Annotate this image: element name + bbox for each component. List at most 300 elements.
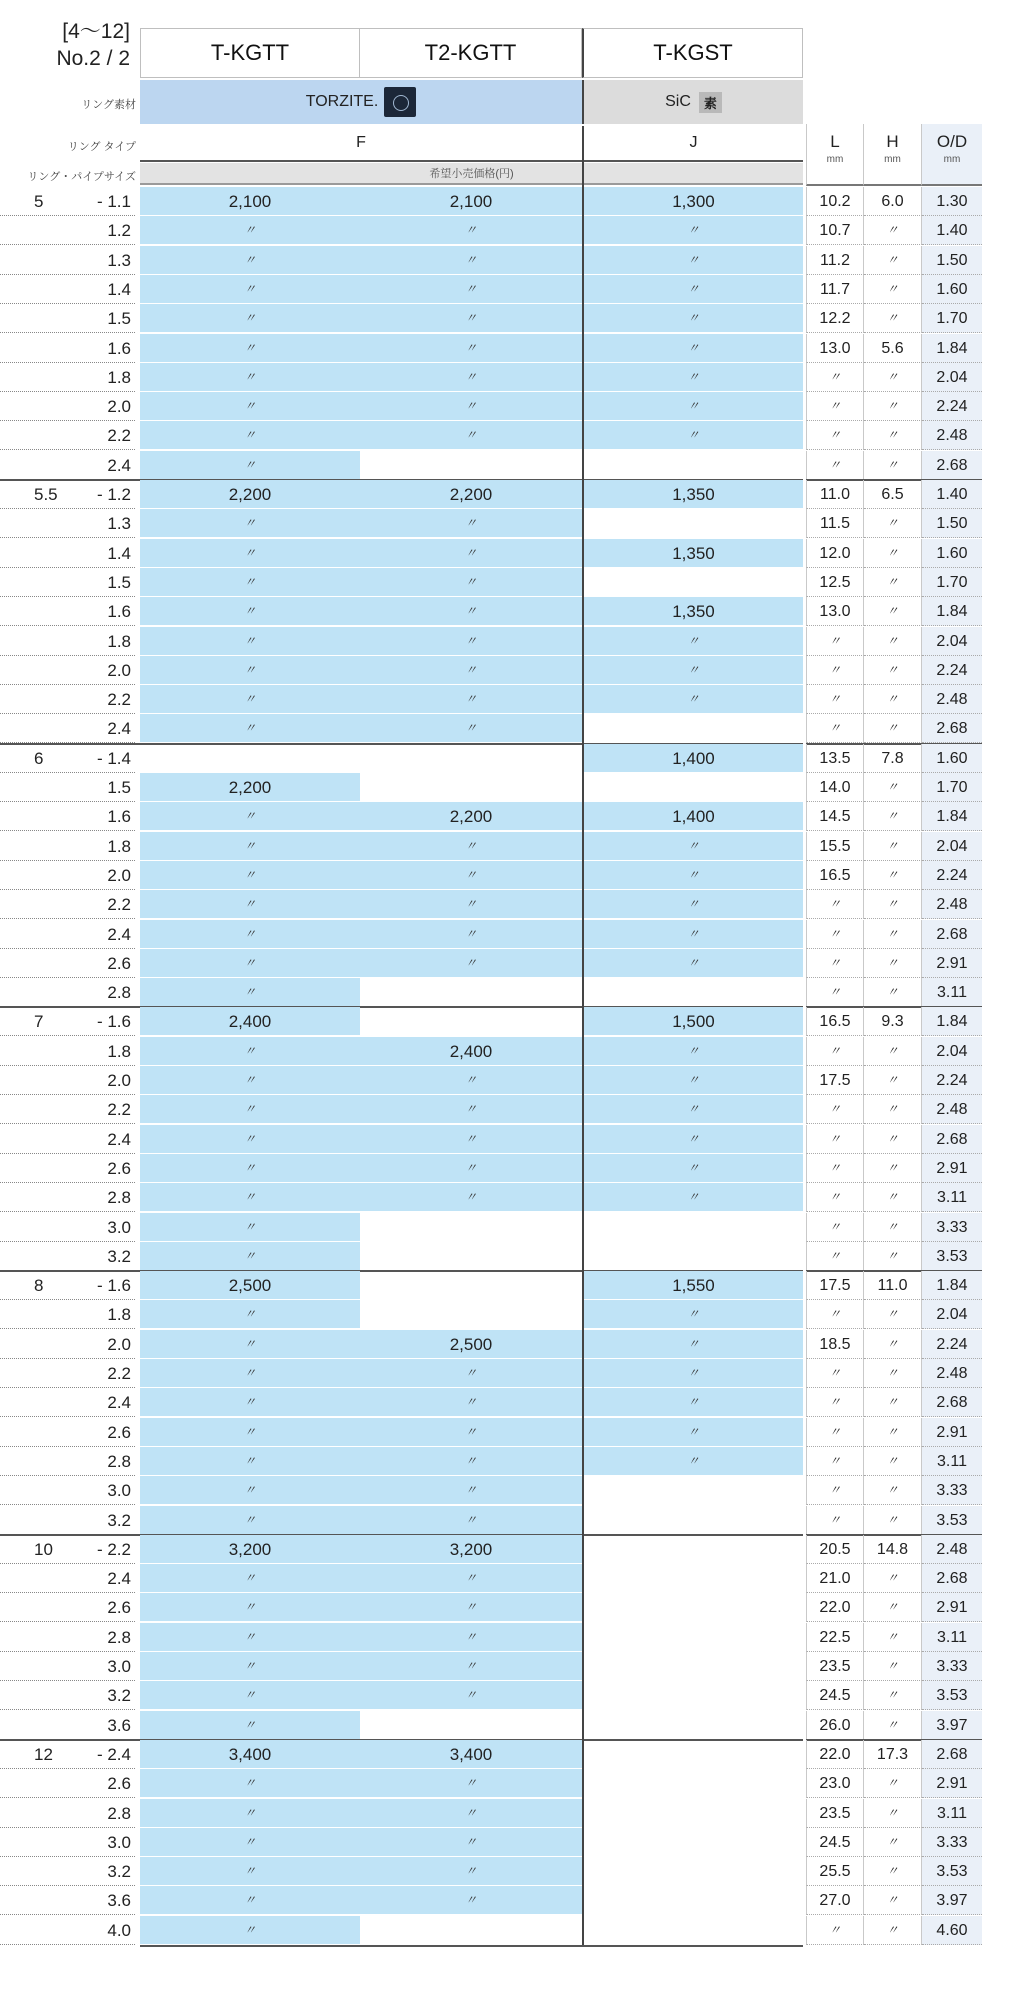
- price-cell-b: 〃: [360, 1564, 582, 1593]
- dim-cell-l: 14.5: [806, 802, 864, 831]
- price-cell-b: 〃: [360, 334, 582, 363]
- torzite-logo-icon: [384, 87, 416, 117]
- price-cell-c: [584, 1535, 803, 1564]
- dim-cell-od: 2.04: [922, 832, 982, 861]
- dim-cell-od: 2.24: [922, 1330, 982, 1359]
- size-label: [0, 1886, 135, 1915]
- price-cell-b: 〃: [360, 685, 582, 714]
- price-cell-a: 〃: [140, 1242, 360, 1271]
- price-cell-c: 1,350: [584, 597, 803, 626]
- price-cell-b: 〃: [360, 949, 582, 978]
- dim-cell-h: 〃: [864, 1916, 922, 1945]
- dim-cell-l: 〃: [806, 1506, 864, 1535]
- price-cell-b: 2,500: [360, 1330, 582, 1359]
- size-label: [0, 1799, 135, 1828]
- size-minor: 1.5: [107, 778, 131, 797]
- price-cell-c: 1,550: [584, 1271, 803, 1300]
- price-cell-a: 〃: [140, 1916, 360, 1945]
- price-cell-a: 〃: [140, 597, 360, 626]
- dim-cell-h: 〃: [864, 627, 922, 656]
- dim-cell-l: 〃: [806, 392, 864, 421]
- price-cell-b: [360, 978, 582, 1007]
- dim-cell-l: 25.5: [806, 1857, 864, 1886]
- size-minor: 3.0: [107, 1832, 131, 1852]
- label-material: リング素材: [81, 99, 136, 111]
- label-type: リング タイプ: [67, 141, 136, 153]
- dim-cell-l: 〃: [806, 714, 864, 743]
- price-cell-a: 〃: [140, 1037, 360, 1066]
- price-cell-b: 2,100: [360, 187, 582, 216]
- dim-cell-od: 3.11: [922, 1183, 982, 1212]
- size-minor: 3.6: [107, 1715, 131, 1735]
- dim-cell-h: 〃: [864, 1506, 922, 1535]
- size-major: 5.5: [34, 485, 58, 504]
- dim-cell-h: 11.0: [864, 1271, 922, 1300]
- dim-cell-h: 〃: [864, 1330, 922, 1359]
- dim-cell-h: 〃: [864, 1886, 922, 1915]
- price-cell-c: 〃: [584, 1418, 803, 1447]
- size-minor: 1.6: [107, 602, 131, 622]
- dim-cell-l: 13.0: [806, 597, 864, 626]
- price-cell-a: 〃: [140, 421, 360, 450]
- size-minor: 2.0: [107, 660, 131, 680]
- dim-cell-od: 2.91: [922, 1593, 982, 1622]
- dim-cell-l: 24.5: [806, 1828, 864, 1857]
- header-t2-kgtt: T2-KGTT: [360, 28, 582, 78]
- size-label: [0, 1828, 135, 1857]
- dim-cell-h: 〃: [864, 685, 922, 714]
- size-label: [0, 1125, 135, 1154]
- dim-cell-h: 7.8: [864, 744, 922, 773]
- dim-cell-od: 1.84: [922, 597, 982, 626]
- price-cell-a: 〃: [140, 451, 360, 480]
- dim-cell-l: 22.0: [806, 1740, 864, 1769]
- price-cell-b: 〃: [360, 1359, 582, 1388]
- dim-cell-od: 2.24: [922, 861, 982, 890]
- price-cell-b: 3,400: [360, 1740, 582, 1769]
- price-cell-c: 〃: [584, 920, 803, 949]
- price-cell-b: 〃: [360, 1857, 582, 1886]
- dim-cell-l: 〃: [806, 1213, 864, 1242]
- price-cell-c: 〃: [584, 685, 803, 714]
- dim-cell-h: 〃: [864, 363, 922, 392]
- price-cell-a: 〃: [140, 861, 360, 890]
- price-cell-b: 2,400: [360, 1037, 582, 1066]
- dim-header-l-unit: mm: [826, 154, 844, 165]
- dim-cell-l: 14.0: [806, 773, 864, 802]
- size-label: [0, 802, 135, 831]
- price-cell-a: 〃: [140, 890, 360, 919]
- size-minor: 1.5: [107, 309, 131, 329]
- dim-cell-od: 3.97: [922, 1886, 982, 1915]
- size-minor: 2.4: [107, 1129, 131, 1149]
- size-major: 12: [34, 1744, 53, 1764]
- size-minor: 2.8: [107, 1188, 131, 1208]
- dim-cell-h: 〃: [864, 949, 922, 978]
- dim-cell-l: 〃: [806, 978, 864, 1007]
- dim-cell-l: 〃: [806, 949, 864, 978]
- size-label: [0, 773, 135, 802]
- dim-cell-l: 20.5: [806, 1535, 864, 1564]
- price-cell-a: 2,200: [140, 480, 360, 509]
- size-minor: 2.4: [107, 719, 131, 739]
- size-label: [0, 275, 135, 304]
- price-cell-c: 〃: [584, 890, 803, 919]
- dim-cell-l: 23.5: [806, 1652, 864, 1681]
- dim-cell-od: 2.48: [922, 1095, 982, 1124]
- dim-cell-h: 〃: [864, 802, 922, 831]
- type-f: F: [140, 126, 582, 162]
- size-label: [0, 304, 135, 333]
- price-cell-b: [360, 1007, 582, 1036]
- dim-cell-h: 〃: [864, 1095, 922, 1124]
- price-cell-b: 〃: [360, 890, 582, 919]
- size-minor: 2.0: [107, 1071, 131, 1090]
- price-cell-a: 〃: [140, 363, 360, 392]
- dim-cell-od: 1.84: [922, 1007, 982, 1036]
- dim-cell-od: 3.53: [922, 1681, 982, 1710]
- material-torzite: [140, 80, 582, 124]
- sic-badge: 素: [699, 92, 722, 113]
- price-cell-c: 〃: [584, 832, 803, 861]
- size-label: [0, 363, 135, 392]
- size-minor: 2.4: [107, 924, 131, 944]
- price-cell-b: 〃: [360, 509, 582, 538]
- price-cell-a: 〃: [140, 1681, 360, 1710]
- size-label: [0, 1476, 135, 1505]
- price-cell-a: 〃: [140, 1623, 360, 1652]
- size-minor: - 1.1: [96, 192, 131, 211]
- size-label: [0, 861, 135, 890]
- price-cell-c: 〃: [584, 275, 803, 304]
- dim-cell-od: 3.33: [922, 1652, 982, 1681]
- dim-cell-h: 〃: [864, 568, 922, 597]
- dim-cell-h: 〃: [864, 1300, 922, 1329]
- size-minor: - 2.2: [96, 1539, 131, 1559]
- header-t-kgst: T-KGST: [582, 28, 803, 78]
- dim-cell-od: 1.60: [922, 539, 982, 568]
- dim-cell-od: 1.84: [922, 802, 982, 831]
- size-label: [0, 246, 135, 275]
- price-cell-c: 〃: [584, 246, 803, 275]
- size-label: [0, 1623, 135, 1652]
- size-minor: 2.8: [107, 983, 131, 1003]
- price-cell-a: 〃: [140, 509, 360, 538]
- dim-cell-od: 2.48: [922, 1359, 982, 1388]
- price-cell-b: 〃: [360, 392, 582, 421]
- price-cell-b: 〃: [360, 1623, 582, 1652]
- dim-cell-h: 〃: [864, 275, 922, 304]
- size-label: [0, 1300, 135, 1329]
- price-cell-a: 〃: [140, 1418, 360, 1447]
- size-label: [0, 597, 135, 626]
- size-minor: 2.8: [107, 1627, 131, 1647]
- price-cell-b: 2,200: [360, 802, 582, 831]
- price-cell-c: [584, 714, 803, 743]
- dim-cell-h: 〃: [864, 1447, 922, 1476]
- dim-header-l: [806, 124, 864, 186]
- dim-cell-od: 1.50: [922, 509, 982, 538]
- price-cell-a: 〃: [140, 1125, 360, 1154]
- price-cell-c: 〃: [584, 334, 803, 363]
- size-label: [0, 1740, 135, 1769]
- dim-cell-l: 26.0: [806, 1711, 864, 1740]
- price-cell-c: 〃: [584, 949, 803, 978]
- price-cell-b: 〃: [360, 597, 582, 626]
- dim-cell-od: 1.70: [922, 304, 982, 333]
- dim-cell-h: 〃: [864, 1828, 922, 1857]
- size-label: [0, 1447, 135, 1476]
- dim-cell-h: 〃: [864, 597, 922, 626]
- size-label: [0, 509, 135, 538]
- price-cell-b: 〃: [360, 1125, 582, 1154]
- price-cell-c: 〃: [584, 392, 803, 421]
- dim-cell-od: 2.48: [922, 421, 982, 450]
- dim-cell-h: 〃: [864, 832, 922, 861]
- price-cell-a: 〃: [140, 334, 360, 363]
- price-cell-c: 〃: [584, 1183, 803, 1212]
- price-cell-c: [584, 1652, 803, 1681]
- dim-cell-od: 2.91: [922, 949, 982, 978]
- dim-cell-od: 2.91: [922, 1769, 982, 1798]
- dim-cell-h: 〃: [864, 890, 922, 919]
- price-cell-c: [584, 1799, 803, 1828]
- size-label: [0, 685, 135, 714]
- dim-cell-l: 27.0: [806, 1886, 864, 1915]
- size-minor: 2.4: [107, 1393, 131, 1413]
- size-label: [0, 1271, 135, 1300]
- dim-cell-l: 11.2: [806, 246, 864, 275]
- size-major: 8: [34, 1276, 44, 1296]
- dim-cell-od: 2.68: [922, 714, 982, 743]
- size-minor: 3.2: [107, 1686, 131, 1706]
- price-cell-a: 2,500: [140, 1271, 360, 1300]
- dim-cell-h: 〃: [864, 920, 922, 949]
- dim-cell-h: 〃: [864, 1154, 922, 1183]
- size-minor: 2.6: [107, 1774, 131, 1794]
- price-cell-a: 〃: [140, 1886, 360, 1915]
- size-minor: 3.0: [107, 1481, 131, 1501]
- price-cell-a: 〃: [140, 1769, 360, 1798]
- price-cell-c: [584, 1886, 803, 1915]
- size-minor: 2.4: [107, 1569, 131, 1589]
- dim-cell-l: 11.7: [806, 275, 864, 304]
- dim-cell-od: 3.53: [922, 1242, 982, 1271]
- dim-cell-od: 1.70: [922, 773, 982, 802]
- price-cell-b: 〃: [360, 1154, 582, 1183]
- price-cell-a: 〃: [140, 1857, 360, 1886]
- price-cell-a: 〃: [140, 1213, 360, 1242]
- dim-cell-l: 〃: [806, 1916, 864, 1945]
- dim-cell-h: 〃: [864, 539, 922, 568]
- size-label: [0, 890, 135, 919]
- table-bottom-line: [140, 1945, 803, 1947]
- size-minor: 2.6: [107, 1598, 131, 1618]
- price-cell-c: 1,300: [584, 187, 803, 216]
- dim-cell-l: 18.5: [806, 1330, 864, 1359]
- dim-cell-od: 2.24: [922, 656, 982, 685]
- dim-cell-h: 〃: [864, 1681, 922, 1710]
- price-cell-b: 〃: [360, 304, 582, 333]
- dim-cell-od: 2.68: [922, 1740, 982, 1769]
- dim-cell-od: 2.68: [922, 1125, 982, 1154]
- size-minor: 3.6: [107, 1891, 131, 1911]
- dim-cell-l: 16.5: [806, 861, 864, 890]
- dim-cell-od: 2.04: [922, 1037, 982, 1066]
- price-cell-c: 1,350: [584, 480, 803, 509]
- dim-cell-h: 〃: [864, 451, 922, 480]
- price-cell-a: 〃: [140, 1154, 360, 1183]
- dim-header-h-unit: mm: [884, 154, 901, 165]
- dim-cell-h: 〃: [864, 1593, 922, 1622]
- dim-header-h: [864, 124, 922, 186]
- dim-cell-h: 〃: [864, 1125, 922, 1154]
- dim-cell-h: 〃: [864, 656, 922, 685]
- price-cell-b: 〃: [360, 216, 582, 245]
- price-cell-b: 〃: [360, 1183, 582, 1212]
- size-minor: 1.5: [107, 572, 131, 592]
- dim-cell-od: 2.04: [922, 363, 982, 392]
- dim-cell-l: 22.0: [806, 1593, 864, 1622]
- dim-cell-od: 2.68: [922, 1388, 982, 1417]
- price-cell-b: 〃: [360, 1447, 582, 1476]
- dim-cell-h: 〃: [864, 978, 922, 1007]
- price-cell-b: 〃: [360, 1095, 582, 1124]
- size-label: [0, 1564, 135, 1593]
- price-cell-b: 〃: [360, 1418, 582, 1447]
- size-minor: 1.8: [107, 1041, 131, 1061]
- dim-cell-l: 12.0: [806, 539, 864, 568]
- dim-cell-od: 2.68: [922, 451, 982, 480]
- price-cell-a: 〃: [140, 246, 360, 275]
- price-cell-c: 〃: [584, 1300, 803, 1329]
- size-label: [0, 1535, 135, 1564]
- price-cell-b: 〃: [360, 421, 582, 450]
- page-title: [0, 18, 130, 72]
- size-minor: 2.8: [107, 1803, 131, 1823]
- dim-cell-h: 〃: [864, 714, 922, 743]
- dim-header-od-label: O/D: [936, 132, 968, 151]
- price-cell-a: 3,200: [140, 1535, 360, 1564]
- size-major: 6: [34, 748, 44, 768]
- dim-cell-l: 〃: [806, 1037, 864, 1066]
- price-cell-c: [584, 1506, 803, 1535]
- dim-cell-od: 2.24: [922, 1066, 982, 1095]
- size-major: 5: [34, 192, 44, 211]
- dim-cell-h: 〃: [864, 1799, 922, 1828]
- dim-cell-od: 1.60: [922, 744, 982, 773]
- dim-cell-l: 17.5: [806, 1066, 864, 1095]
- dim-cell-l: 10.7: [806, 216, 864, 245]
- size-label: [0, 216, 135, 245]
- price-cell-a: 3,400: [140, 1740, 360, 1769]
- dim-cell-h: 〃: [864, 1388, 922, 1417]
- dim-cell-l: 24.5: [806, 1681, 864, 1710]
- dim-cell-od: 2.91: [922, 1418, 982, 1447]
- dim-header-l-label: L: [830, 132, 840, 151]
- price-cell-b: 〃: [360, 1828, 582, 1857]
- dim-cell-h: 〃: [864, 509, 922, 538]
- dim-cell-l: 〃: [806, 1476, 864, 1505]
- price-cell-b: 〃: [360, 714, 582, 743]
- dim-cell-h: 〃: [864, 1037, 922, 1066]
- dim-cell-l: 〃: [806, 627, 864, 656]
- size-minor: 2.6: [107, 1158, 131, 1178]
- price-cell-c: 〃: [584, 656, 803, 685]
- price-cell-b: 〃: [360, 275, 582, 304]
- price-cell-c: 〃: [584, 304, 803, 333]
- dim-cell-h: 〃: [864, 861, 922, 890]
- dim-header-h-label: H: [886, 132, 899, 151]
- size-minor: 1.3: [107, 514, 131, 534]
- dim-cell-l: 22.5: [806, 1623, 864, 1652]
- size-label: [0, 1242, 135, 1271]
- price-cell-a: 〃: [140, 539, 360, 568]
- dim-cell-h: 9.3: [864, 1007, 922, 1036]
- dim-cell-l: 〃: [806, 1359, 864, 1388]
- size-minor: 2.6: [107, 953, 131, 973]
- dim-cell-h: 6.0: [864, 187, 922, 216]
- price-cell-b: 〃: [360, 656, 582, 685]
- price-cell-c: [584, 451, 803, 480]
- price-cell-b: 〃: [360, 1388, 582, 1417]
- price-cell-a: 〃: [140, 275, 360, 304]
- dim-cell-od: 3.53: [922, 1506, 982, 1535]
- dim-cell-l: 〃: [806, 1125, 864, 1154]
- price-cell-a: 〃: [140, 1828, 360, 1857]
- price-cell-c: 〃: [584, 1154, 803, 1183]
- dim-cell-h: 〃: [864, 773, 922, 802]
- size-minor: 2.8: [107, 1451, 131, 1471]
- dim-cell-od: 3.11: [922, 1623, 982, 1652]
- price-cell-b: 〃: [360, 1506, 582, 1535]
- dim-cell-l: 〃: [806, 1447, 864, 1476]
- price-cell-a: 〃: [140, 1330, 360, 1359]
- dim-cell-od: 1.40: [922, 216, 982, 245]
- price-cell-b: [360, 1300, 582, 1329]
- dim-cell-h: 〃: [864, 1623, 922, 1652]
- price-cell-b: 〃: [360, 1769, 582, 1798]
- dim-cell-l: 〃: [806, 421, 864, 450]
- dim-cell-l: 〃: [806, 363, 864, 392]
- dim-cell-h: 〃: [864, 1857, 922, 1886]
- size-label: [0, 1857, 135, 1886]
- price-cell-a: 〃: [140, 978, 360, 1007]
- price-cell-a: 〃: [140, 714, 360, 743]
- price-cell-c: [584, 1857, 803, 1886]
- price-cell-a: 〃: [140, 656, 360, 685]
- price-cell-c: 〃: [584, 1330, 803, 1359]
- size-label: [0, 568, 135, 597]
- price-cell-a: 〃: [140, 1564, 360, 1593]
- price-cell-b: [360, 1242, 582, 1271]
- size-label: [0, 656, 135, 685]
- size-label: [0, 714, 135, 743]
- size-minor: 3.0: [107, 1217, 131, 1237]
- dim-cell-od: 2.04: [922, 627, 982, 656]
- price-cell-c: [584, 509, 803, 538]
- size-label: [0, 1330, 135, 1359]
- price-cell-a: 〃: [140, 832, 360, 861]
- price-cell-a: 2,100: [140, 187, 360, 216]
- dim-cell-h: 17.3: [864, 1740, 922, 1769]
- price-cell-b: 〃: [360, 1886, 582, 1915]
- price-cell-a: 〃: [140, 1359, 360, 1388]
- dim-cell-l: 11.5: [806, 509, 864, 538]
- size-label: [0, 334, 135, 363]
- size-minor: 1.8: [107, 836, 131, 856]
- size-label: [0, 1711, 135, 1740]
